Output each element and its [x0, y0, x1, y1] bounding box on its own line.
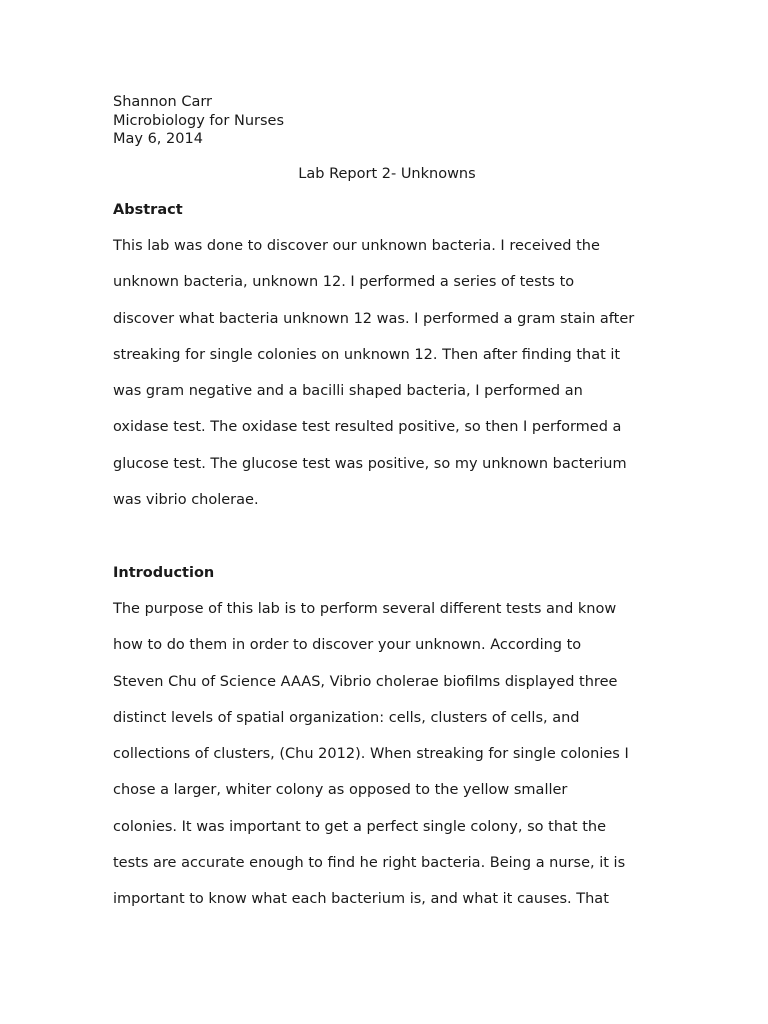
abstract-line: glucose test. The glucose test was positive, so my unknown bacterium [113, 455, 627, 472]
abstract-line: This lab was done to discover our unknown bacteria. I received the [113, 238, 600, 254]
introduction-line: important to know what each bacterium is, and what it causes. That [113, 891, 609, 908]
introduction-paragraph [113, 599, 673, 926]
report-title: Lab Report 2- Unknowns [298, 166, 476, 182]
abstract-paragraph [113, 236, 673, 526]
author-name: Shannon Carr [113, 94, 213, 110]
introduction-line: how to do them in order to discover your unknown. According to [113, 637, 582, 654]
report-title-row [0, 165, 768, 183]
abstract-line: was vibrio cholerae. [113, 492, 259, 509]
abstract-line: was gram negative and a bacilli shaped bacteria, I performed an [113, 383, 583, 400]
introduction-line: distinct levels of spatial organization: cells, clusters of cells, and [113, 709, 580, 726]
introduction-line: colonies. It was important to get a perfect single colony, so that the [113, 818, 606, 835]
introduction-line: collections of clusters, (Chu 2012). When streaking for single colonies I [113, 746, 629, 763]
author-block [113, 93, 284, 149]
abstract-line: oxidase test. The oxidase test resulted positive, so then I performed a [113, 419, 622, 436]
course-name: Microbiology for Nurses [113, 112, 284, 129]
abstract-line: streaking for single colonies on unknown 12. Then after finding that it [113, 346, 621, 363]
introduction-heading: Introduction [113, 565, 215, 581]
introduction-line: Steven Chu of Science AAAS, Vibrio cholerae biofilms displayed three [113, 673, 618, 690]
report-date: May 6, 2014 [113, 131, 203, 147]
abstract-heading: Abstract [113, 202, 183, 218]
introduction-line: tests are accurate enough to find he right bacteria. Being a nurse, it is [113, 855, 626, 872]
introduction-line: chose a larger, whiter colony as opposed to the yellow smaller [113, 782, 568, 799]
abstract-line: unknown bacteria, unknown 12. I performed a series of tests to [113, 274, 575, 291]
introduction-line: The purpose of this lab is to perform several different tests and know [113, 601, 617, 617]
abstract-line: discover what bacteria unknown 12 was. I performed a gram stain after [113, 310, 635, 327]
